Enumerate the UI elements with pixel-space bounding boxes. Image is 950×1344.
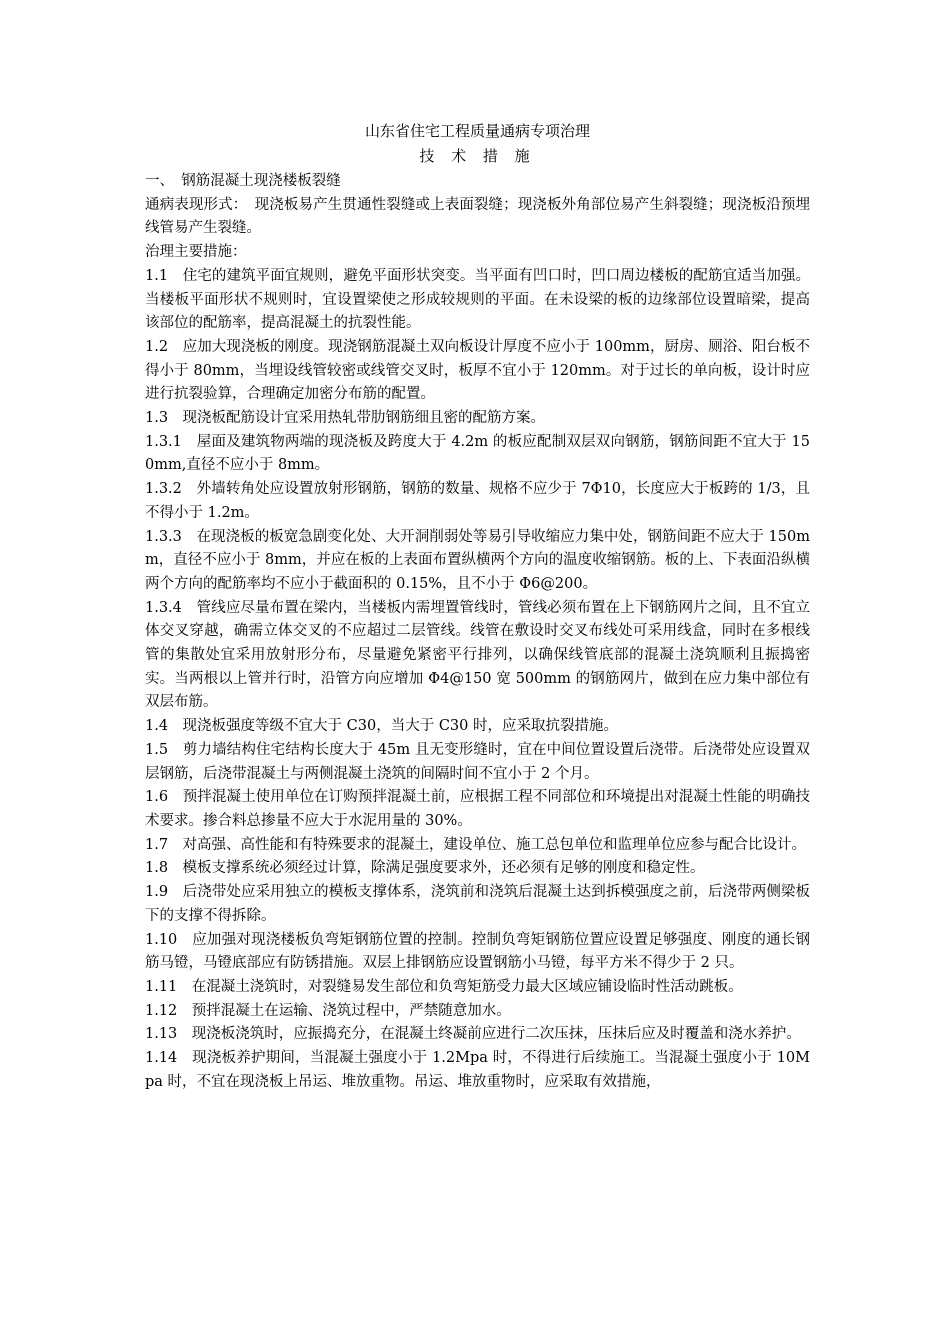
measure-item: 1.11 在混凝土浇筑时，对裂缝易发生部位和负弯矩筋受力最大区域应铺设临时性活动跳板。	[145, 978, 743, 995]
measure-item: 1.14 现浇板养护期间，当混凝土强度小于 1.2Mpa 时，不得进行后续施工。当混凝土强度小于 10Mpa 时，不宜在现浇板上吊运、堆放重物。吊运、堆放重物时，应采取有效措施，	[145, 1050, 810, 1090]
document-title: 山东省住宅工程质量通病专项治理	[364, 122, 590, 140]
measure-item: 1.7 对高强、高性能和有特殊要求的混凝土，建设单位、施工总包单位和监理单位应参与配合比设计。	[145, 836, 807, 853]
measure-item: 1.3.1 屋面及建筑物两端的现浇板及跨度大于 4.2m 的板应配制双层双向钢筋，钢筋间距不宜大于 150mm,直径不应小于 8mm。	[145, 433, 810, 474]
document-subtitle: 技 术 措 施	[419, 147, 536, 165]
measure-item: 1.1 住宅的建筑平面宜规则，避免平面形状突变。当平面有凹口时，凹口周边楼板的配筋宜适当加强。当楼板平面形状不规则时，宜设置梁使之形成较规则的平面。在未设梁的板的边缘部位设置暗梁，提高该部位的配筋率，提高混凝土的抗裂性能。	[145, 267, 810, 332]
measure-item: 1.6 预拌混凝土使用单位在订购预拌混凝土前，应根据工程不同部位和环境提出对混凝土性能的明确技术要求。掺合料总掺量不应大于水泥用量的 30%。	[145, 789, 810, 829]
measure-item: 1.12 预拌混凝土在运输、浇筑过程中，严禁随意加水。	[145, 1002, 511, 1019]
measure-item: 1.3.2 外墙转角处应设置放射形钢筋，钢筋的数量、规格不应少于 7Φ10，长度应大于板跨的 1/3，且不得小于 1.2m。	[145, 481, 810, 521]
section-heading: 一、 钢筋混凝土现浇楼板裂缝	[145, 173, 341, 189]
measure-item: 1.5 剪力墙结构住宅结构长度大于 45m 且无变形缝时，宜在中间位置设置后浇带。后浇带处应设置双层钢筋，后浇带混凝土与两侧混凝土浇筑的间隔时间不宜小于 2 个月。	[145, 741, 810, 782]
measure-item: 1.4 现浇板强度等级不宜大于 C30，当大于 C30 时，应采取抗裂措施。	[145, 718, 618, 735]
measure-item: 1.3 现浇板配筋设计宜采用热轧带肋钢筋细且密的配筋方案。	[145, 410, 546, 427]
symptom-paragraph: 通病表现形式： 现浇板易产生贯通性裂缝或上表面裂缝；现浇板外角部位易产生斜裂缝；现浇板沿预埋线管易产生裂缝。	[145, 196, 810, 237]
measure-item: 1.3.3 在现浇板的板宽急剧变化处、大开洞削弱处等易引导收缩应力集中处，钢筋间距不应大于 150mm，直径不应小于 8mm，并应在板的上表面布置纵横两个方向的温度收缩钢筋。板的上、下表面沿纵横两个方向的配筋率均不应小于截面积的 0.15%，且不小于 Φ6@200。	[145, 528, 810, 592]
measure-item: 1.8 模板支撑系统必须经过计算，除满足强度要求外，还必须有足够的刚度和稳定性。	[145, 860, 705, 877]
measure-item: 1.3.4 管线应尽量布置在梁内，当楼板内需埋置管线时，管线必须布置在上下钢筋网片之间，且不宜立体交叉穿越，确需立体交叉的不应超过二层管线。线管在敷设时交叉布线处可采用线盒，同时在多根线管的集散处宜采用放射形分布，尽量避免紧密平行排列，以确保线管底部的混凝土浇筑顺利且振捣密实。当两根以上管并行时，沿管方向应增加 Φ4@150 宽 500mm 的钢筋网片，做到在应力集中部位有双层布筋。	[145, 599, 810, 711]
measure-item: 1.13 现浇板浇筑时，应振捣充分，在混凝土终凝前应进行二次压抹，压抹后应及时覆盖和浇水养护。	[145, 1026, 801, 1043]
measure-item: 1.9 后浇带处应采用独立的模板支撑体系，浇筑前和浇筑后混凝土达到拆模强度之前，后浇带两侧梁板下的支撑不得拆除。	[145, 884, 810, 924]
measure-item: 1.10 应加强对现浇楼板负弯矩钢筋位置的控制。控制负弯矩钢筋位置应设置足够强度、刚度的通长钢筋马镫，马镫底部应有防锈措施。双层上排钢筋应设置钢筋小马镫，每平方米不得少于 2 只。	[145, 931, 810, 972]
measures-heading: 治理主要措施：	[145, 244, 247, 261]
measure-item: 1.2 应加大现浇板的刚度。现浇钢筋混凝土双向板设计厚度不应小于 100mm，厨房、厕浴、阳台板不得小于 80mm，当埋设线管较密或线管交叉时，板厚不宜小于 120mm。对于过长的单向板，设计时应进行抗裂验算，合理确定加密分布筋的配置。	[145, 338, 810, 403]
